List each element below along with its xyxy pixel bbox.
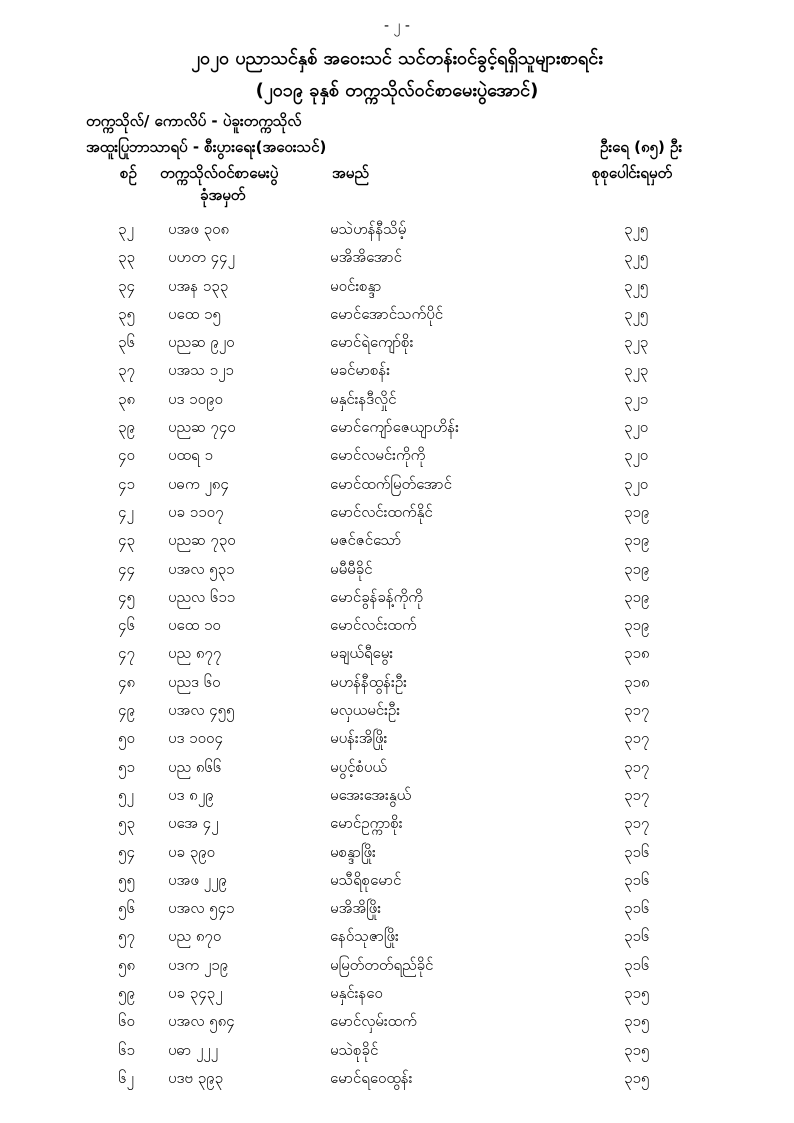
table-row [0, 390, 794, 418]
student-name: မောင်ကျော်ဇေယျာဟိန်း [330, 418, 459, 437]
table-row [0, 305, 794, 333]
seat-count: ဦးရေ (၈၅) ဦး [600, 138, 683, 156]
total-marks: ၃၁၉ [624, 531, 650, 550]
roll-number: ပဒ ၁၀၀၄ [168, 729, 223, 748]
student-name: မဇင်ဇင်သော် [330, 531, 402, 550]
total-marks: ၃၂၅ [624, 248, 649, 267]
serial-number: ၄၅ [118, 587, 135, 606]
serial-number: ၃၈ [118, 389, 136, 408]
roll-number: ပညဒ ၆၀ [168, 672, 221, 691]
table-row [0, 333, 794, 361]
student-name: မသီရိစုမောင် [330, 870, 402, 889]
student-name: မမီမီခိုင် [330, 559, 373, 578]
roll-number: ပအေ ၄၂ [168, 814, 219, 833]
student-name: မနှင်းနဒီလှိုင် [330, 389, 397, 408]
table-row [0, 899, 794, 927]
table-row [0, 220, 794, 248]
roll-number: ပညလ ၆၁၁ [168, 587, 236, 606]
total-marks: ၃၁၉ [624, 559, 650, 578]
table-row [0, 984, 794, 1012]
total-marks: ၃၁၈ [624, 644, 650, 663]
table-row [0, 956, 794, 984]
student-name: မနှင်းနဝေ [330, 984, 383, 1003]
document-subtitle: (၂၀၁၉ ခုနှစ် တက္ကသိုလ်ဝင်စာမေးပွဲအောင်) [255, 80, 539, 101]
roll-number: ပခ ၃၉၀ [168, 842, 216, 861]
serial-number: ၅၃ [118, 814, 135, 833]
serial-number: ၅၇ [118, 927, 135, 946]
student-name: မောင်ခွန်ခန့်ကိုကို [330, 587, 423, 606]
total-marks: ၃၁၅ [624, 1040, 650, 1059]
total-marks: ၃၁၅ [624, 1068, 650, 1087]
university-line: တက္ကသိုလ်/ ကောလိပ် - ပဲခူးတက္ကသိုလ် [86, 112, 302, 130]
total-marks: ၃၁၆ [624, 899, 650, 918]
serial-number: ၃၆ [118, 333, 135, 352]
table-row [0, 248, 794, 276]
serial-number: ၄၄ [118, 559, 135, 578]
roll-number: ပည ၈၇၀ [168, 927, 222, 946]
total-marks: ၃၂၅ [624, 220, 649, 238]
roll-number: ပညဆ ၇၃၀ [168, 531, 236, 550]
page-number: - ၂ - [384, 18, 410, 34]
student-name: မဝင်းစန္ဒာ [330, 276, 382, 295]
total-marks: ၃၁၇ [624, 757, 650, 776]
roll-number: ပညဆ ၉၂၀ [168, 333, 235, 352]
serial-number: ၄၂ [118, 502, 134, 521]
roll-number: ပအသ ၁၂၁ [168, 361, 234, 380]
table-row [0, 588, 794, 616]
serial-number: ၄၁ [118, 474, 135, 493]
student-name: မဟန်နီထွန်းဦး [330, 672, 407, 691]
student-name: မောင်လှမ်းထက် [330, 1012, 417, 1031]
student-name: မောင်လမင်းကိုကို [330, 446, 426, 465]
header-roll-number-line2: ခုံအမှတ် [200, 186, 246, 204]
total-marks: ၃၂၀ [624, 474, 649, 493]
serial-number: ၅၉ [118, 984, 135, 1003]
total-marks: ၃၁၆ [624, 927, 650, 946]
total-marks: ၃၁၅ [624, 984, 650, 1003]
serial-number: ၄၃ [118, 531, 135, 550]
total-marks: ၃၂၅ [624, 276, 649, 295]
total-marks: ၃၂၀ [624, 446, 649, 465]
serial-number: ၄၇ [118, 644, 135, 663]
student-name: မအိအိဖြိုး [330, 899, 382, 918]
roll-number: ပည ၈၆၆ [168, 757, 222, 776]
subject-line: အထူးပြုဘာသာရပ် - စီးပွားရေး(အဝေးသင်) [86, 138, 327, 156]
roll-number: ပထေ ၁၀ [168, 616, 221, 635]
student-name: မချယ်ရီမွေး [330, 644, 394, 663]
table-row [0, 786, 794, 814]
total-marks: ၃၁၇ [624, 785, 650, 804]
roll-number: ပညဆ ၇၄၀ [168, 418, 236, 437]
roll-number: ပခ ၁၁၀၇ [168, 502, 224, 521]
total-marks: ၃၂၃ [624, 333, 649, 352]
serial-number: ၅၆ [118, 899, 135, 918]
total-marks: ၃၁၉ [624, 587, 650, 606]
header-serial: စဉ် [120, 164, 137, 182]
table-row [0, 418, 794, 446]
serial-number: ၃၂ [118, 220, 134, 238]
serial-number: ၄၈ [118, 672, 136, 691]
serial-number: ၅၀ [118, 729, 135, 748]
roll-number: ပအဖ ၂၂၉ [168, 870, 227, 889]
serial-number: ၃၉ [118, 418, 135, 437]
table-row [0, 531, 794, 559]
roll-number: ပအလ ၄၅၅ [168, 701, 235, 720]
student-name: မောင်ရဝေထွန်း [330, 1068, 413, 1087]
table-row [0, 503, 794, 531]
table-row [0, 277, 794, 305]
total-marks: ၃၁၅ [624, 1012, 650, 1031]
student-name: မလှယမင်းဦး [330, 701, 401, 720]
table-row [0, 871, 794, 899]
total-marks: ၃၁၆ [624, 870, 650, 889]
student-list [0, 220, 794, 1097]
roll-number: ပအလ ၅၄၁ [168, 899, 235, 918]
serial-number: ၅၄ [118, 842, 135, 861]
total-marks: ၃၁၇ [624, 701, 650, 720]
serial-number: ၄၆ [118, 616, 135, 635]
student-name: မောင်အောင်သက်ပိုင် [330, 304, 444, 323]
student-name: မပန်းအိဖြိုး [330, 729, 388, 748]
serial-number: ၃၇ [118, 361, 135, 380]
document-title: ၂၀၂၀ ပညာသင်နှစ် အဝေးသင် သင်တန်းဝင်ခွင့်ရရှိသူများစာရင်း [191, 48, 603, 69]
total-marks: ၃၁၆ [624, 955, 650, 974]
table-row [0, 616, 794, 644]
student-name: မမြတ်တတ်ရည်ခိုင် [330, 955, 434, 974]
table-row [0, 475, 794, 503]
table-row [0, 1012, 794, 1040]
serial-number: ၃၄ [118, 276, 135, 295]
student-name: မောင်ထက်မြတ်အောင် [330, 474, 452, 493]
total-marks: ၃၂၅ [624, 304, 649, 323]
table-row [0, 560, 794, 588]
total-marks: ၃၁၇ [624, 814, 650, 833]
roll-number: ပဓက ၂၈၄ [168, 474, 229, 493]
header-name: အမည် [332, 164, 369, 182]
total-marks: ၃၂၁ [624, 389, 649, 408]
table-row [0, 446, 794, 474]
roll-number: ပအဖ ၃၀၈ [168, 220, 230, 238]
table-row [0, 673, 794, 701]
student-name: မခင်မာစန်း [330, 361, 391, 380]
total-marks: ၃၁၈ [624, 672, 650, 691]
table-row [0, 644, 794, 672]
student-name: မောင်လင်းထက် [330, 616, 417, 635]
total-marks: ၃၁၉ [624, 502, 650, 521]
total-marks: ၃၁၉ [624, 616, 650, 635]
roll-number: ပဒက ၂၁၉ [168, 955, 229, 974]
roll-number: ပထေ ၁၅ [168, 304, 221, 323]
roll-number: ပအန ၁၃၃ [168, 276, 229, 295]
table-row [0, 927, 794, 955]
serial-number: ၅၅ [118, 870, 135, 889]
roll-number: ပဒဗ ၃၉၃ [168, 1068, 224, 1087]
serial-number: ၅၂ [118, 785, 134, 804]
student-name: မအိအိအောင် [330, 248, 402, 267]
student-name: မောင်ရဲကျော်စိုး [330, 333, 414, 352]
roll-number: ပဓာ ၂၂၂ [168, 1040, 219, 1059]
student-name: မပွင့်စံပယ် [330, 757, 387, 776]
total-marks: ၃၁၇ [624, 729, 650, 748]
serial-number: ၆၂ [118, 1068, 134, 1087]
roll-number: ပဒ ၈၂၉ [168, 785, 214, 804]
serial-number: ၆၀ [118, 1012, 135, 1031]
header-total-marks: စုစုပေါင်းရမှတ် [592, 164, 673, 182]
table-row [0, 1041, 794, 1069]
serial-number: ၆၁ [118, 1040, 135, 1059]
serial-number: ၅၁ [118, 757, 135, 776]
table-row [0, 361, 794, 389]
table-row [0, 1069, 794, 1097]
total-marks: ၃၂၃ [624, 361, 649, 380]
roll-number: ပဟတ ၄၄၂ [168, 248, 235, 267]
table-row [0, 701, 794, 729]
serial-number: ၄၀ [118, 446, 135, 465]
student-name: မောင်ဥက္ကာစိုး [330, 814, 403, 833]
student-name: မသဲဟန်နီသိမ့် [330, 220, 407, 238]
table-row [0, 758, 794, 786]
student-name: နေဝ်သုဇာဖြိုး [330, 927, 399, 946]
roll-number: ပထရ ၁ [168, 446, 213, 465]
serial-number: ၄၉ [118, 701, 135, 720]
total-marks: ၃၁၆ [624, 842, 650, 861]
serial-number: ၅၈ [118, 955, 136, 974]
table-row [0, 814, 794, 842]
table-row [0, 843, 794, 871]
roll-number: ပအလ ၅၈၄ [168, 1012, 235, 1031]
serial-number: ၃၅ [118, 304, 135, 323]
serial-number: ၃၃ [118, 248, 135, 267]
total-marks: ၃၂၀ [624, 418, 649, 437]
roll-number: ပအလ ၅၃၁ [168, 559, 235, 578]
roll-number: ပခ ၃၄၃၂ [168, 984, 223, 1003]
student-name: မအေးအေးနွယ် [330, 785, 412, 804]
table-row [0, 729, 794, 757]
student-name: မောင်လင်းထက်နိုင် [330, 502, 433, 521]
roll-number: ပဒ ၁၀၉၀ [168, 389, 223, 408]
roll-number: ပည ၈၇၇ [168, 644, 222, 663]
student-name: မစန္ဒာဖြိုး [330, 842, 376, 861]
student-name: မသဲစုခိုင် [330, 1040, 379, 1059]
header-roll-number: တက္ကသိုလ်ဝင်စာမေးပွဲ [160, 164, 279, 182]
